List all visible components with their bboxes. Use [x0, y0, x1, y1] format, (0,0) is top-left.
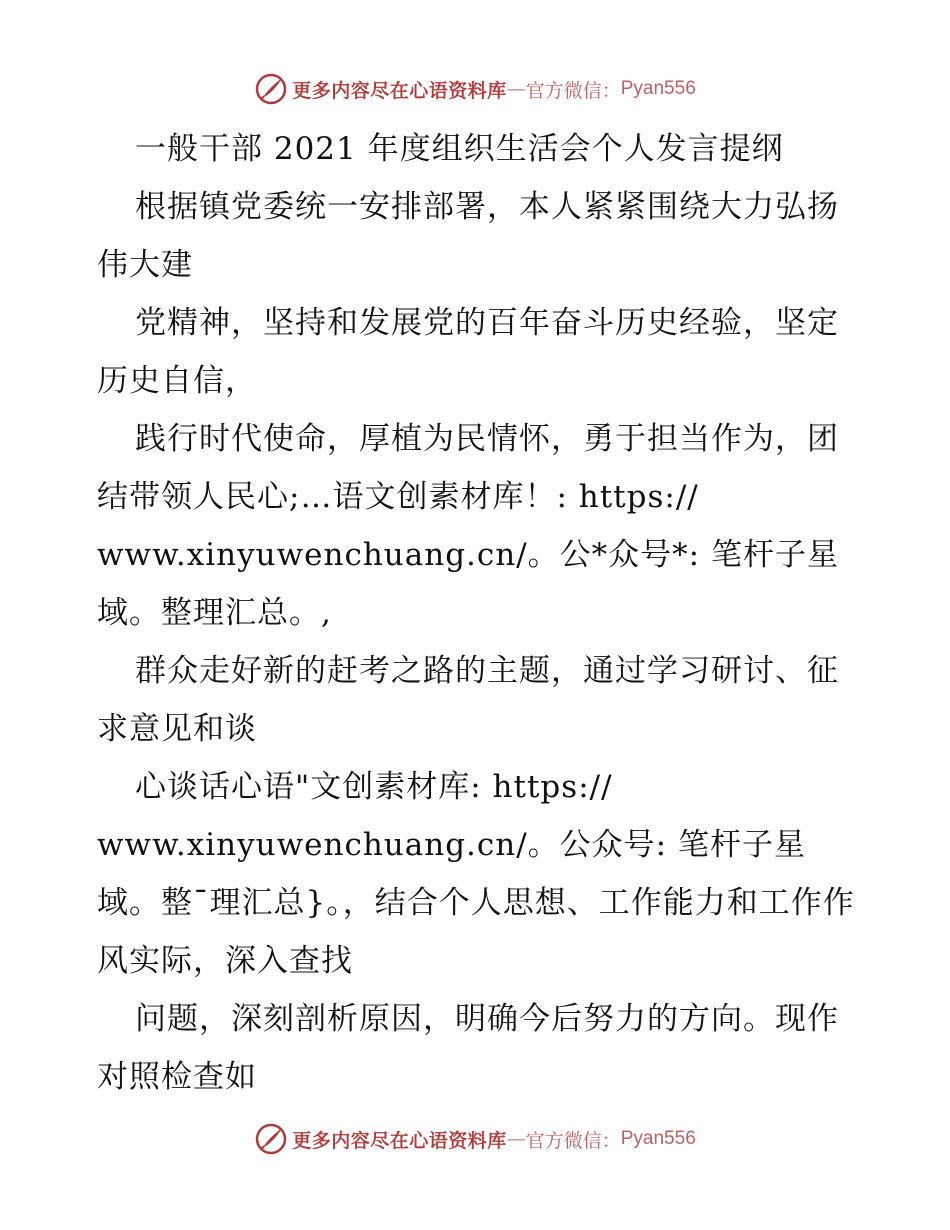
watermark-header [0, 72, 950, 106]
watermark-wechat-id: Pyan556 [620, 1128, 696, 1149]
paragraph: 党精神，坚持和发展党的百年奋斗历史经验，坚定历史自信， [97, 305, 839, 399]
paragraph: 心谈话心语"文创素材库: https:// [135, 769, 613, 805]
watermark-wechat-id: Pyan556 [620, 78, 696, 99]
paragraph: 践行时代使命，厚植为民情怀，勇于担当作为，团结带领人民心;…语文创素材库！: https:// [97, 421, 839, 515]
watermark-separator: — [506, 1128, 526, 1150]
watermark-footer [0, 1122, 950, 1156]
watermark-text: 更多内容尽在心语资料库 [292, 79, 507, 102]
quill-seal-icon [254, 1122, 288, 1156]
paragraph: www.xinyuwenchuang.cn/。公*众号*: 笔杆子星域。整理汇总。, [97, 537, 839, 631]
paragraph: 根据镇党委统一安排部署，本人紧紧围绕大力弘扬伟大建 [97, 189, 839, 283]
watermark-wechat-label: 官方微信： [525, 1129, 621, 1152]
paragraph: 群众走好新的赶考之路的主题，通过学习研讨、征求意见和谈 [97, 653, 839, 747]
document-title: 一般干部 2021 年度组织生活会个人发言提纲 [135, 131, 784, 167]
paragraph: www.xinyuwenchuang.cn/。公众号: 笔杆子星域。整¯理汇总}。，结合个人思想、工作能力和工作作风实际，深入查找 [97, 827, 855, 979]
watermark-separator: — [506, 78, 526, 100]
watermark-text: 更多内容尽在心语资料库 [292, 1129, 507, 1152]
paragraph: 问题，深刻剖析原因，明确今后努力的方向。现作对照检查如 [97, 1001, 839, 1095]
document-body [97, 120, 857, 1106]
quill-seal-icon [254, 72, 288, 106]
watermark-wechat-label: 官方微信： [525, 79, 621, 102]
